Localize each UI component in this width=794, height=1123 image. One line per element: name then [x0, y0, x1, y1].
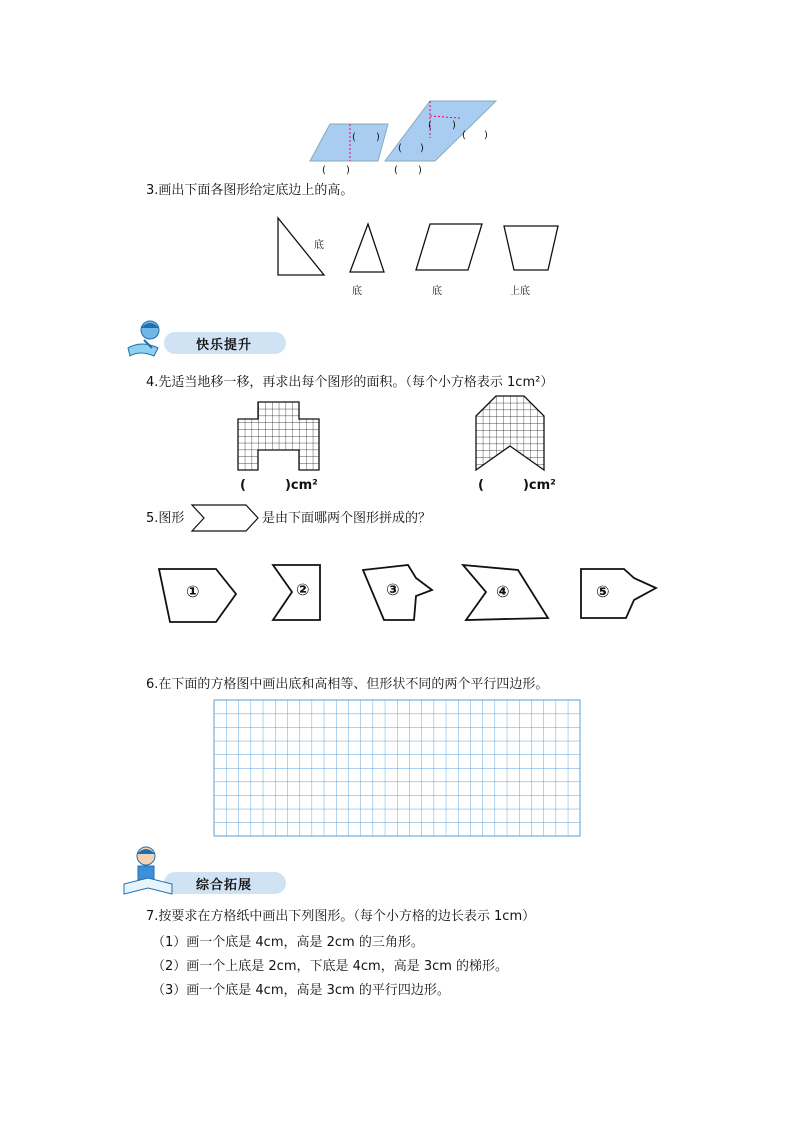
q3-label-triangle-iso: 底 — [352, 286, 362, 297]
q2-blank-4-open: ( — [398, 143, 402, 154]
q2-blank-3-open: ( — [462, 130, 466, 141]
q2-blank-2-open: ( — [428, 120, 432, 131]
q6-prompt: 6.在下面的方格图中画出底和高相等、但形状不同的两个平行四边形。 — [146, 677, 549, 692]
q2-blank-5-close: ) — [346, 165, 350, 176]
q5-target-shape — [190, 503, 260, 533]
q4-answer-right: ( )cm² — [478, 478, 556, 493]
q7-prompt: 7.按要求在方格纸中画出下列图形。（每个小方格的边长表示 1cm） — [146, 909, 536, 924]
q7-item-2: （2）画一个上底是 2cm，下底是 4cm，高是 3cm 的梯形。 — [152, 959, 509, 974]
q5-label-4: ④ — [496, 582, 510, 601]
q7-item-1: （1）画一个底是 4cm，高是 2cm 的三角形。 — [152, 935, 424, 950]
q5-label-1: ① — [186, 582, 200, 601]
kid-reading-icon — [124, 318, 172, 358]
q2-parallelogram-figures — [300, 98, 500, 178]
q2-blank-1-open: ( — [352, 132, 356, 143]
section-title: 快乐提升 — [196, 338, 253, 353]
section-banner-happy-improve — [124, 326, 286, 356]
q6-blue-grid[interactable] — [214, 700, 580, 838]
q5-prompt-start: 5.图形 — [146, 511, 185, 526]
q5-label-3: ③ — [386, 580, 400, 599]
section-banner-comprehensive — [124, 866, 286, 896]
q3-label-triangle-right: 底 — [314, 240, 324, 251]
q3-label-parallelogram: 底 — [432, 286, 442, 297]
q5-label-2: ② — [296, 580, 310, 599]
q7-item-3: （3）画一个底是 4cm，高是 3cm 的平行四边形。 — [152, 983, 450, 998]
q2-blank-5-open: ( — [322, 165, 326, 176]
q5-shape-5 — [578, 566, 660, 626]
q3-label-trapezoid: 上底 — [510, 286, 530, 297]
q2-blank-1-close: ) — [376, 132, 380, 143]
q4-answer-left: ( )cm² — [240, 478, 318, 493]
q4-grid-shape-left — [238, 402, 320, 472]
q3-prompt: 3.画出下面各图形给定底边上的高。 — [146, 183, 354, 198]
q2-blank-4-close: ) — [420, 143, 424, 154]
kid-with-book-icon — [124, 844, 174, 896]
q2-blank-2-close: ) — [452, 120, 456, 131]
q2-blank-3-close: ) — [484, 130, 488, 141]
section-title: 综合拓展 — [196, 878, 253, 893]
q2-blank-6-open: ( — [394, 165, 398, 176]
q4-prompt: 4.先适当地移一移，再求出每个图形的面积。（每个小方格表示 1cm²） — [146, 375, 554, 390]
q4-grid-shape-right — [476, 396, 548, 472]
q2-blank-6-close: ) — [418, 165, 422, 176]
q5-prompt-end: 是由下面哪两个图形拼成的？ — [262, 511, 432, 526]
q5-label-5: ⑤ — [596, 582, 610, 601]
